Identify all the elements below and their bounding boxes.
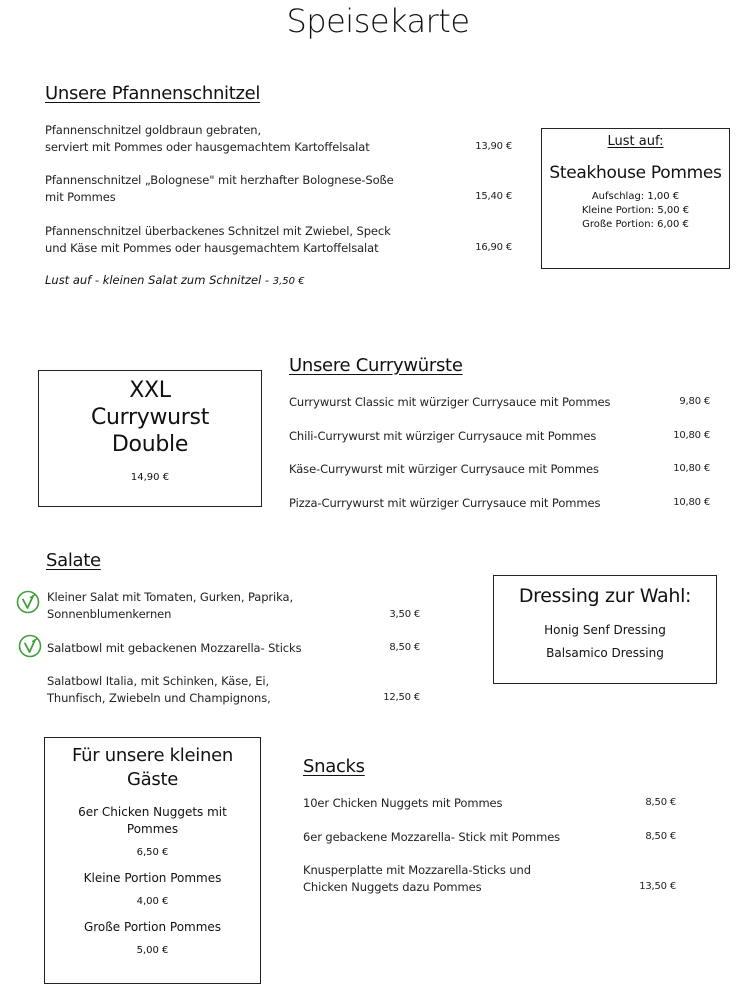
kids-menu-box — [44, 737, 261, 984]
section-heading-snacks: Snacks — [303, 756, 365, 777]
menu-item-price: 13,90 € — [475, 141, 512, 152]
section-heading-schnitzel: Unsere Pfannenschnitzel — [45, 83, 261, 104]
menu-item-price: 9,80 € — [679, 396, 710, 407]
menu-item-price: 8,50 € — [645, 797, 676, 808]
salad-note: Lust auf - kleinen Salat zum Schnitzel - 3,50 € — [45, 273, 305, 287]
page-title: Speisekarte — [286, 2, 470, 40]
menu-item: Pfannenschnitzel „Bolognese" mit herzhafter Bolognese-Soße mit Pommes — [45, 173, 394, 204]
menu-item-price: 13,50 € — [639, 881, 676, 892]
box-title: XXL Currywurst Double — [90, 378, 210, 457]
menu-item-price: 8,50 € — [389, 642, 420, 653]
box-title: Steakhouse Pommes — [549, 163, 722, 183]
menu-item-price: 8,50 € — [645, 831, 676, 842]
menu-item: Salatbowl mit gebackenen Mozzarella- Sticks — [47, 641, 302, 655]
kids-item: Kleine Portion Pommes — [83, 871, 222, 885]
kids-item: 6er Chicken Nuggets mit Pommes — [78, 805, 227, 836]
menu-item: Knusperplatte mit Mozzarella-Sticks und Chicken Nuggets dazu Pommes — [303, 863, 531, 894]
box-price: 14,90 € — [130, 472, 170, 483]
menu-item: Currywurst Classic mit würziger Currysauce mit Pommes — [289, 395, 611, 409]
menu-item: Pfannenschnitzel goldbraun gebraten, serviert mit Pommes oder hausgemachtem Kartoffelsalat — [45, 123, 370, 154]
menu-item: Salatbowl Italia, mit Schinken, Käse, Ei, Thunfisch, Zwiebeln und Champignons, — [47, 674, 271, 705]
menu-item-price: 10,80 € — [673, 497, 710, 508]
box-heading: Lust auf: — [607, 134, 664, 149]
menu-item: 6er gebackene Mozzarella- Stick mit Pommes — [303, 830, 561, 844]
menu-item-price: 15,40 € — [475, 191, 512, 202]
kids-item-price: 4,00 € — [136, 896, 169, 907]
menu-item-price: 10,80 € — [673, 463, 710, 474]
menu-item: Pizza-Currywurst mit würziger Currysauce mit Pommes — [289, 496, 601, 510]
menu-item-price: 3,50 € — [389, 609, 420, 620]
menu-item-price: 16,90 € — [475, 242, 512, 253]
vegetarian-icon — [16, 590, 40, 614]
steakhouse-pommes-box — [541, 128, 730, 269]
menu-item: Kleiner Salat mit Tomaten, Gurken, Paprika, Sonnenblumenkernen — [47, 590, 294, 621]
section-heading-currywurst: Unsere Currywürste — [289, 355, 463, 376]
box-price-list: Aufschlag: 1,00 € Kleine Portion: 5,00 € Große Portion: 6,00 € — [581, 191, 690, 230]
menu-item: 10er Chicken Nuggets mit Pommes — [303, 796, 503, 810]
dressing-options: Honig Senf Dressing Balsamico Dressing — [544, 623, 666, 660]
menu-item: Chili-Currywurst mit würziger Currysauce mit Pommes — [289, 429, 597, 443]
box-title: Dressing zur Wahl: — [518, 585, 692, 607]
dressing-box — [493, 575, 717, 684]
menu-item-price: 10,80 € — [673, 430, 710, 441]
kids-item-price: 6,50 € — [136, 847, 169, 858]
kids-item: Große Portion Pommes — [83, 920, 222, 934]
box-title: Für unsere kleinen Gäste — [72, 745, 233, 790]
section-heading-salate: Salate — [46, 550, 101, 571]
vegetarian-icon — [18, 634, 42, 658]
menu-item: Pfannenschnitzel überbackenes Schnitzel mit Zwiebel, Speck und Käse mit Pommes oder hausgemachtem Kartoffelsalat — [45, 224, 391, 255]
currywurst-double-box — [38, 370, 262, 507]
menu-item: Käse-Currywurst mit würziger Currysauce mit Pommes — [289, 462, 599, 476]
menu-item-price: 12,50 € — [383, 692, 420, 703]
kids-item-price: 5,00 € — [136, 945, 169, 956]
